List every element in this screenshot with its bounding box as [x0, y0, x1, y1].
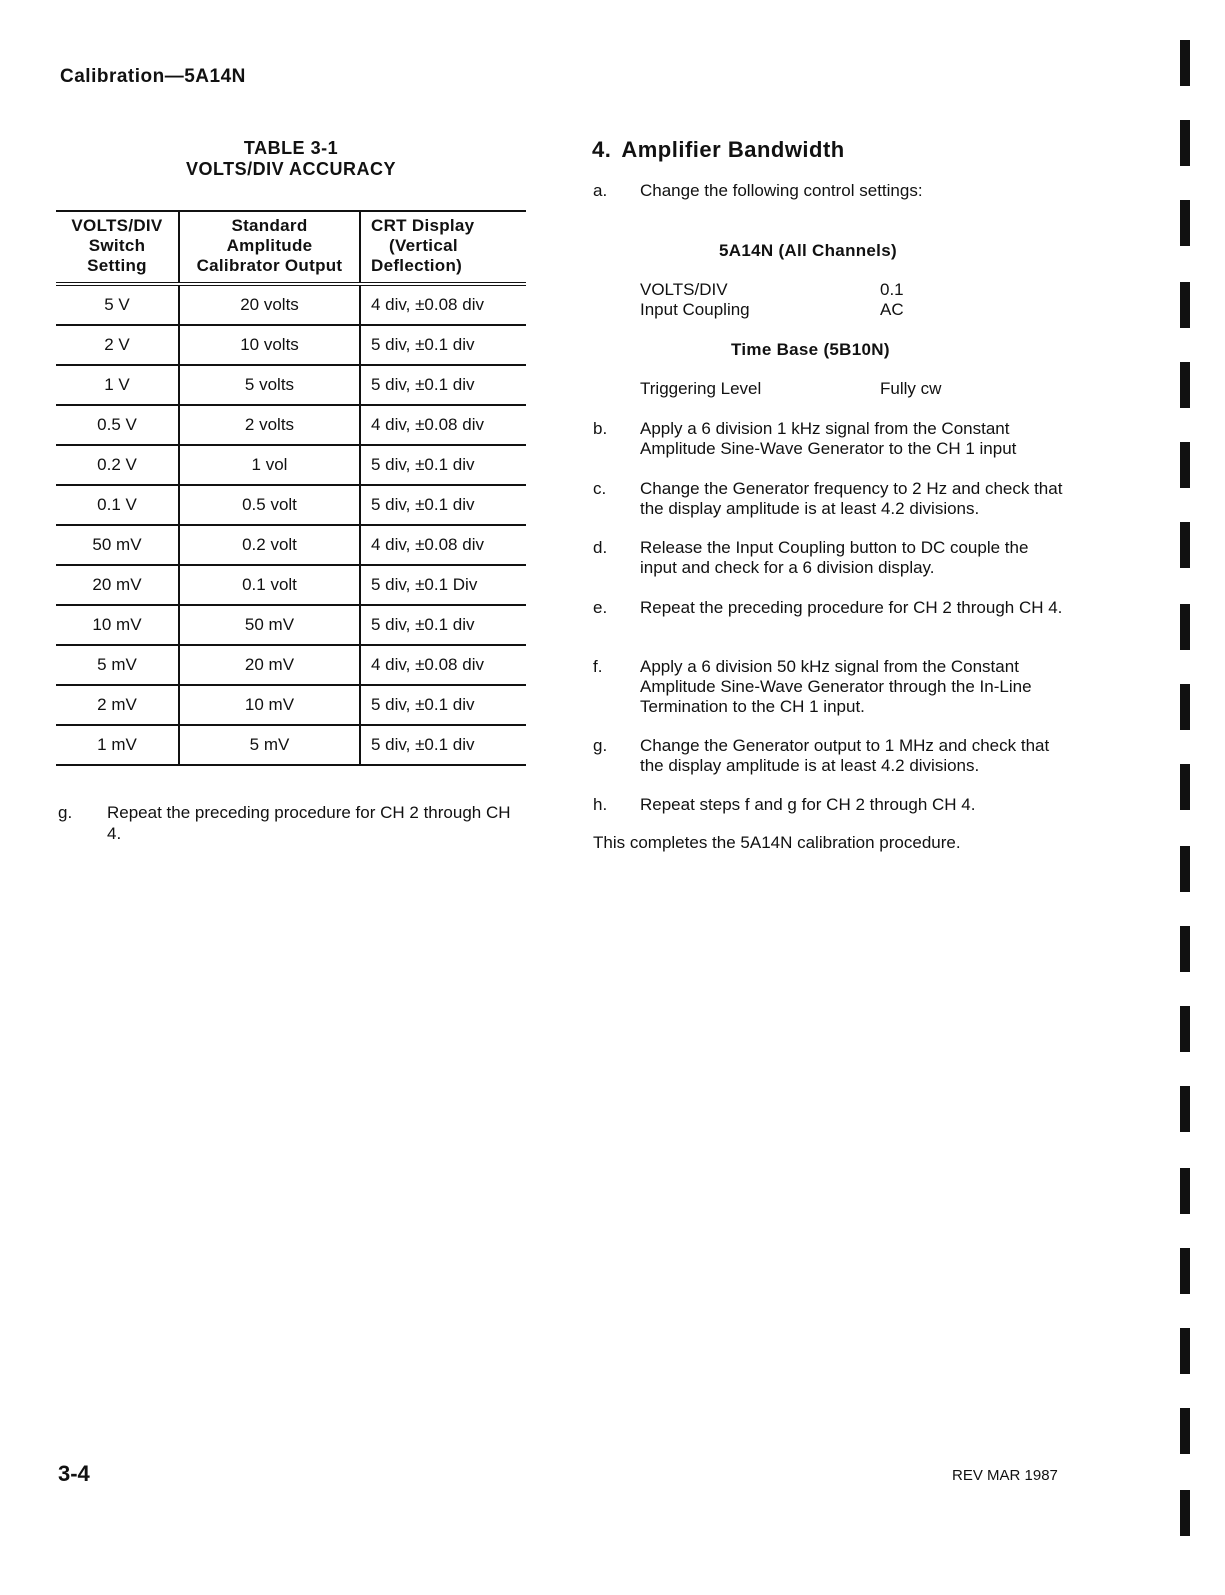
table-row — [56, 445, 526, 485]
table-cell: 5 mV — [179, 725, 360, 765]
table-cell: 5 div, ±0.1 div — [360, 605, 526, 645]
column-header-crt-display: CRT Display (Vertical Deflection) — [360, 211, 526, 284]
table-cell: 10 mV — [179, 685, 360, 725]
table-cell: 5 div, ±0.1 div — [360, 325, 526, 365]
table-cell: 5 div, ±0.1 div — [360, 485, 526, 525]
edge-mark — [1180, 926, 1190, 972]
edge-mark — [1180, 1490, 1190, 1536]
table-cell: 1 vol — [179, 445, 360, 485]
step-d: d. Release the Input Coupling button to DC couple the input and check for a 6 division display. — [593, 538, 1029, 577]
table-cell: 50 mV — [56, 525, 179, 565]
step-b: b. Apply a 6 division 1 kHz signal from the Constant Amplitude Sine-Wave Generator to the CH 1 input — [593, 419, 1017, 458]
settings-heading-time-base: Time Base (5B10N) — [731, 340, 890, 359]
table-row — [56, 405, 526, 445]
table-cell: 5 V — [56, 284, 179, 325]
table-cell: 4 div, ±0.08 div — [360, 405, 526, 445]
table-cell: 50 mV — [179, 605, 360, 645]
table-row — [56, 605, 526, 645]
table-cell: 0.2 V — [56, 445, 179, 485]
table-cell: 1 mV — [56, 725, 179, 765]
completion-note: This completes the 5A14N calibration procedure. — [593, 833, 961, 852]
table-cell: 0.1 volt — [179, 565, 360, 605]
table-cell: 4 div, ±0.08 div — [360, 645, 526, 685]
table-cell: 5 div, ±0.1 Div — [360, 565, 526, 605]
step-g: g. Change the Generator output to 1 MHz and check that the display amplitude is at least 4.2 divisions. — [593, 736, 1050, 775]
step-f: f. Apply a 6 division 50 kHz signal from the Constant Amplitude Sine-Wave Generator through the In-Line Termination to the CH 1 input. — [593, 657, 1032, 716]
edge-mark — [1180, 1248, 1190, 1294]
table-cell: 5 div, ±0.1 div — [360, 445, 526, 485]
step-letter: g. — [58, 803, 73, 822]
column-header-calibrator-output: Standard Amplitude Calibrator Output — [179, 211, 360, 284]
step-h: h. Repeat steps f and g for CH 2 through CH 4. — [593, 795, 976, 814]
revision-date: REV MAR 1987 — [952, 1467, 1058, 1484]
table-cell: 10 mV — [56, 605, 179, 645]
setting-input-coupling: Input Coupling AC — [640, 300, 904, 319]
section-title: 4. Amplifier Bandwidth — [592, 137, 845, 162]
table-cell: 0.2 volt — [179, 525, 360, 565]
table-row — [56, 685, 526, 725]
table-row — [56, 485, 526, 525]
table-row — [56, 525, 526, 565]
step-c: c. Change the Generator frequency to 2 Hz and check that the display amplitude is at least 4.2 divisions. — [593, 479, 1063, 518]
table-row — [56, 325, 526, 365]
table-cell: 10 volts — [179, 325, 360, 365]
table-cell: 4 div, ±0.08 div — [360, 525, 526, 565]
page-number: 3-4 — [58, 1461, 90, 1486]
table-cell: 5 volts — [179, 365, 360, 405]
edge-mark — [1180, 846, 1190, 892]
edge-mark — [1180, 120, 1190, 166]
table-title — [56, 138, 526, 180]
table-cell: 2 V — [56, 325, 179, 365]
table-row — [56, 284, 526, 325]
edge-mark — [1180, 200, 1190, 246]
table-cell: 0.1 V — [56, 485, 179, 525]
table-cell: 2 mV — [56, 685, 179, 725]
table-row — [56, 645, 526, 685]
table-row — [56, 365, 526, 405]
table-header-row — [56, 211, 526, 284]
setting-volts-div: VOLTS/DIV 0.1 — [640, 280, 904, 299]
edge-mark — [1180, 1408, 1190, 1454]
column-header-volts-div: VOLTS/DIV Switch Setting — [71, 216, 163, 275]
edge-mark — [1180, 362, 1190, 408]
table-cell: 1 V — [56, 365, 179, 405]
edge-mark — [1180, 40, 1190, 86]
edge-mark — [1180, 1006, 1190, 1052]
table-cell: 0.5 V — [56, 405, 179, 445]
table-cell: 5 div, ±0.1 div — [360, 685, 526, 725]
table-row — [56, 725, 526, 765]
left-step-g — [58, 802, 528, 844]
edge-mark — [1180, 522, 1190, 568]
edge-mark — [1180, 764, 1190, 810]
table-label: TABLE 3-1 — [243, 138, 339, 158]
volts-div-accuracy-table — [56, 210, 526, 766]
table-cell: 5 mV — [56, 645, 179, 685]
step-a: a. Change the following control settings: — [593, 181, 923, 200]
setting-triggering-level: Triggering Level Fully cw — [640, 379, 942, 398]
step-text: Repeat the preceding procedure for CH 2 through CH 4. — [107, 803, 511, 843]
table-cell: 0.5 volt — [179, 485, 360, 525]
running-head: Calibration—5A14N — [60, 66, 246, 87]
edge-mark — [1180, 1086, 1190, 1132]
table-cell: 2 volts — [179, 405, 360, 445]
edge-mark — [1180, 604, 1190, 650]
edge-mark — [1180, 282, 1190, 328]
edge-mark — [1180, 1168, 1190, 1214]
edge-mark — [1180, 684, 1190, 730]
edge-mark — [1180, 1328, 1190, 1374]
table-cell: 20 mV — [179, 645, 360, 685]
table-cell: 20 mV — [56, 565, 179, 605]
table-row — [56, 565, 526, 605]
table-caption: VOLTS/DIV ACCURACY — [185, 159, 396, 179]
table-cell: 5 div, ±0.1 div — [360, 365, 526, 405]
table-cell: 5 div, ±0.1 div — [360, 725, 526, 765]
settings-heading-5a14n: 5A14N (All Channels) — [719, 241, 897, 260]
table-cell: 4 div, ±0.08 div — [360, 284, 526, 325]
table-cell: 20 volts — [179, 284, 360, 325]
step-e: e. Repeat the preceding procedure for CH 2 through CH 4. — [593, 598, 1063, 617]
edge-mark — [1180, 442, 1190, 488]
